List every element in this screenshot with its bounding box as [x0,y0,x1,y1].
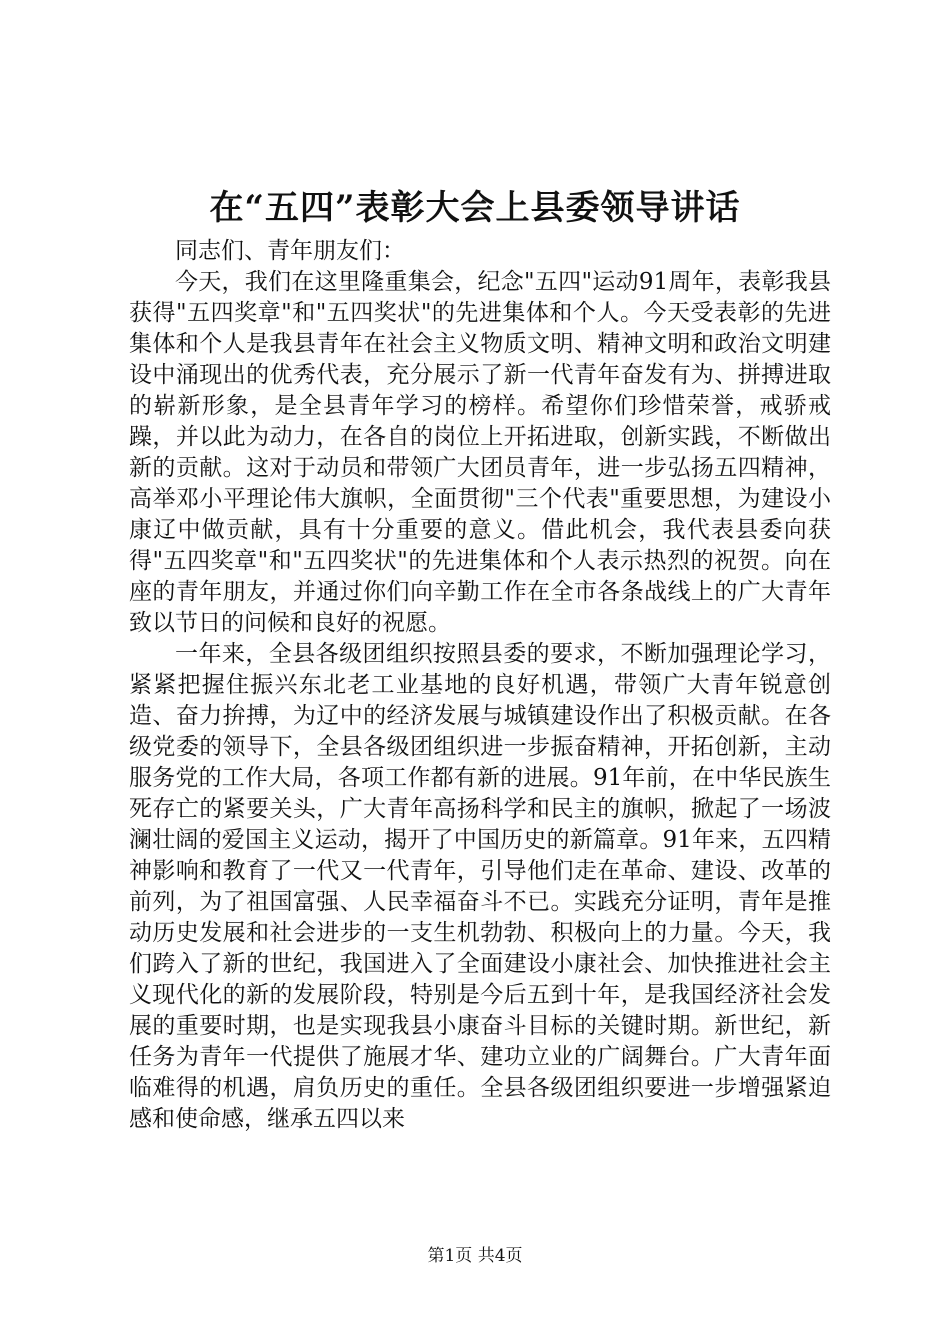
page-number-footer: 第1页 共4页 [427,1246,523,1266]
paragraph-1: 今天，我们在这里隆重集会，纪念"五四"运动91周年，表彰我县获得"五四奖章"和"五四奖状"的先进集体和个人。今天受表彰的先进集体和个人是我县青年在社会主义物质文明、精神文明和政治文明建设中涌现出的优秀代表，充分展示了新一代青年奋发有为、拼搏进取的崭新形象，是全县青年学习的榜样。希望你们珍惜荣誉，戒骄戒躁，并以此为动力，在各自的岗位上开拓进取，创新实践，不断做出新的贡献。这对于动员和带领广大团员青年，进一步弘扬五四精神，高举邓小平理论伟大旗帜，全面贯彻"三个代表"重要思想，为建设小康辽中做贡献，具有十分重要的意义。借此机会，我代表县委向获得"五四奖章"和"五四奖状"的先进集体和个人表示热烈的祝贺。向在座的青年朋友，并通过你们向辛勤工作在全市各条战线上的广大青年致以节日的问候和良好的祝愿。 [129,269,831,636]
salutation: 同志们、青年朋友们： [175,238,405,264]
document-body [129,236,831,1135]
paragraph-2: 一年来，全县各级团组织按照县委的要求，不断加强理论学习，紧紧把握住振兴东北老工业基地的良好机遇，带领广大青年锐意创造、奋力拚搏，为辽中的经济发展与城镇建设作出了积极贡献。在各级党委的领导下，全县各级团组织进一步振奋精神，开拓创新，主动服务党的工作大局，各项工作都有新的进展。91年前，在中华民族生死存亡的紧要关头，广大青年高扬科学和民主的旗帜，掀起了一场波澜壮阔的爱国主义运动，揭开了中国历史的新篇章。91年来，五四精神影响和教育了一代又一代青年，引导他们走在革命、建设、改革的前列，为了祖国富强、人民幸福奋斗不已。实践充分证明，青年是推动历史发展和社会进步的一支生机勃勃、积极向上的力量。今天，我们跨入了新的世纪，我国进入了全面建设小康社会、加快推进社会主义现代化的新的发展阶段，特别是今后五到十年，是我国经济社会发展的重要时期，也是实现我县小康奋斗目标的关键时期。新世纪，新任务为青年一代提供了施展才华、建功立业的广阔舞台。广大青年面临难得的机遇，肩负历史的重任。全县各级团组织要进一步增强紧迫感和使命感，继承五四以来 [129,641,831,1132]
document-title: 在“五四”表彰大会上县委领导讲话 [209,188,741,228]
